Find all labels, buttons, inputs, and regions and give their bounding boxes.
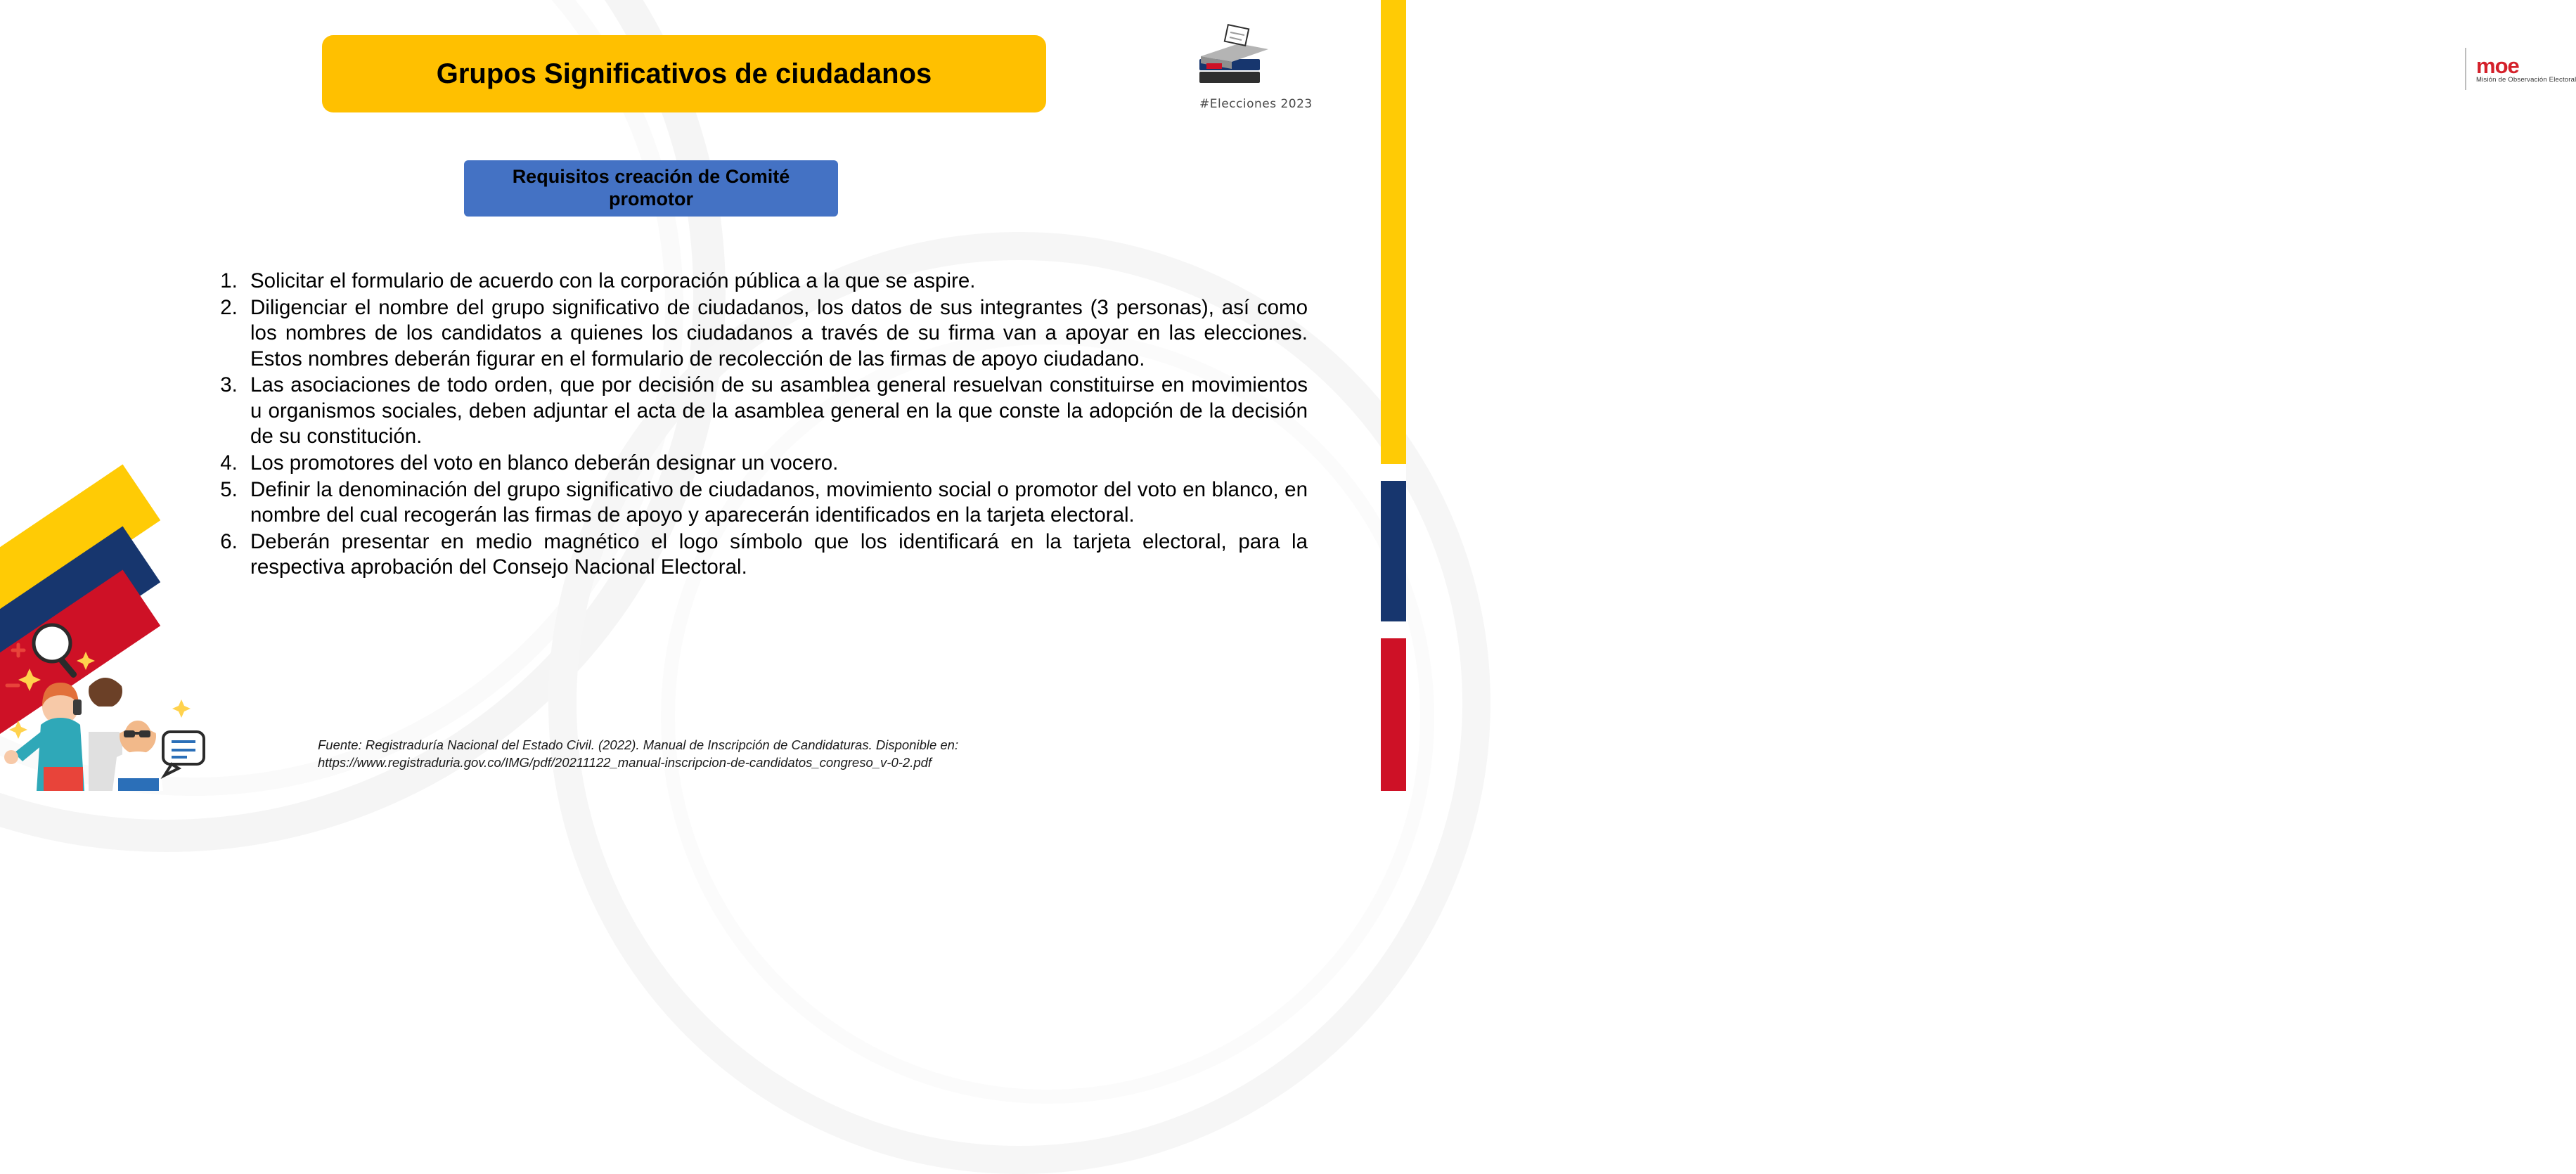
section-subtitle-banner [464,160,838,217]
list-item: 1. Solicitar el formulario de acuerdo con la corporación pública a la que se aspire. [243,269,1308,295]
color-bar-yellow [1381,0,1406,464]
flag-band-blue [0,527,160,747]
logo-divider [2465,48,2466,90]
elections-tagline: #Elecciones 2023 [1199,97,1313,111]
color-bar-gap-2 [1381,621,1406,638]
source-line-1: Fuente: Registraduría Nacional del Estado Civil. (2022). Manual de Inscripción de Candidaturas. Disponible en: [318,737,959,752]
citizens-illustration [0,601,211,791]
ballot-box-icon [1195,20,1273,90]
list-item: 5. Definir la denominación del grupo significativo de ciudadanos, movimiento social o promotor del voto en blanco, en nombre del cual recogerán las firmas de apoyo y aparecerán identificados en la tarjeta electoral. [243,477,1308,529]
section-subtitle-label: Requisitos creación de Comité promotor [512,166,790,209]
source-line-2: https://www.registraduria.gov.co/IMG/pdf/20211122_manual-inscripcion-de-candidatos_congreso_v-0-2.pdf [318,754,932,770]
list-item: 4. Los promotores del voto en blanco deberán designar un vocero. [243,451,1308,477]
color-bar-gap-1 [1381,464,1406,481]
color-bar-red [1381,638,1406,791]
flag-wedge-decoration [0,601,211,791]
source-note [318,737,1112,772]
page-title: Grupos Significativos de ciudadanos [436,58,932,89]
moe-wordmark-subtitle: Misión de Observación Electoral [2476,76,2576,84]
color-bar-blue [1381,481,1406,621]
moe-logo [1195,20,2576,97]
flag-band-yellow [0,465,160,685]
list-item: 3. Las asociaciones de todo orden, que por decisión de su asamblea general resuelvan constituirse en movimientos u organismos sociales, deben adjuntar el acta de la asamblea general en la que conste la adopción de la decisión de su constitución. [243,373,1308,450]
flag-band-red [0,570,160,791]
list-item: 2. Diligenciar el nombre del grupo significativo de ciudadanos, los datos de sus integrantes (3 personas), así como los nombres de los candidatos a quienes los ciudadanos a través de su firma van a apoyar en las elecciones. Estos nombres deberán figurar en el formulario de recolección de las firmas de apoyo ciudadano. [243,295,1308,373]
requirements-list [195,269,1308,581]
moe-wordmark: moe [2476,53,2519,78]
list-item: 6. Deberán presentar en medio magnético el logo símbolo que los identificará en la tarjeta electoral, para la respectiva aprobación del Consejo Nacional Electoral. [243,529,1308,581]
slide-title-banner [322,35,1046,112]
right-color-bar [1381,0,1406,791]
